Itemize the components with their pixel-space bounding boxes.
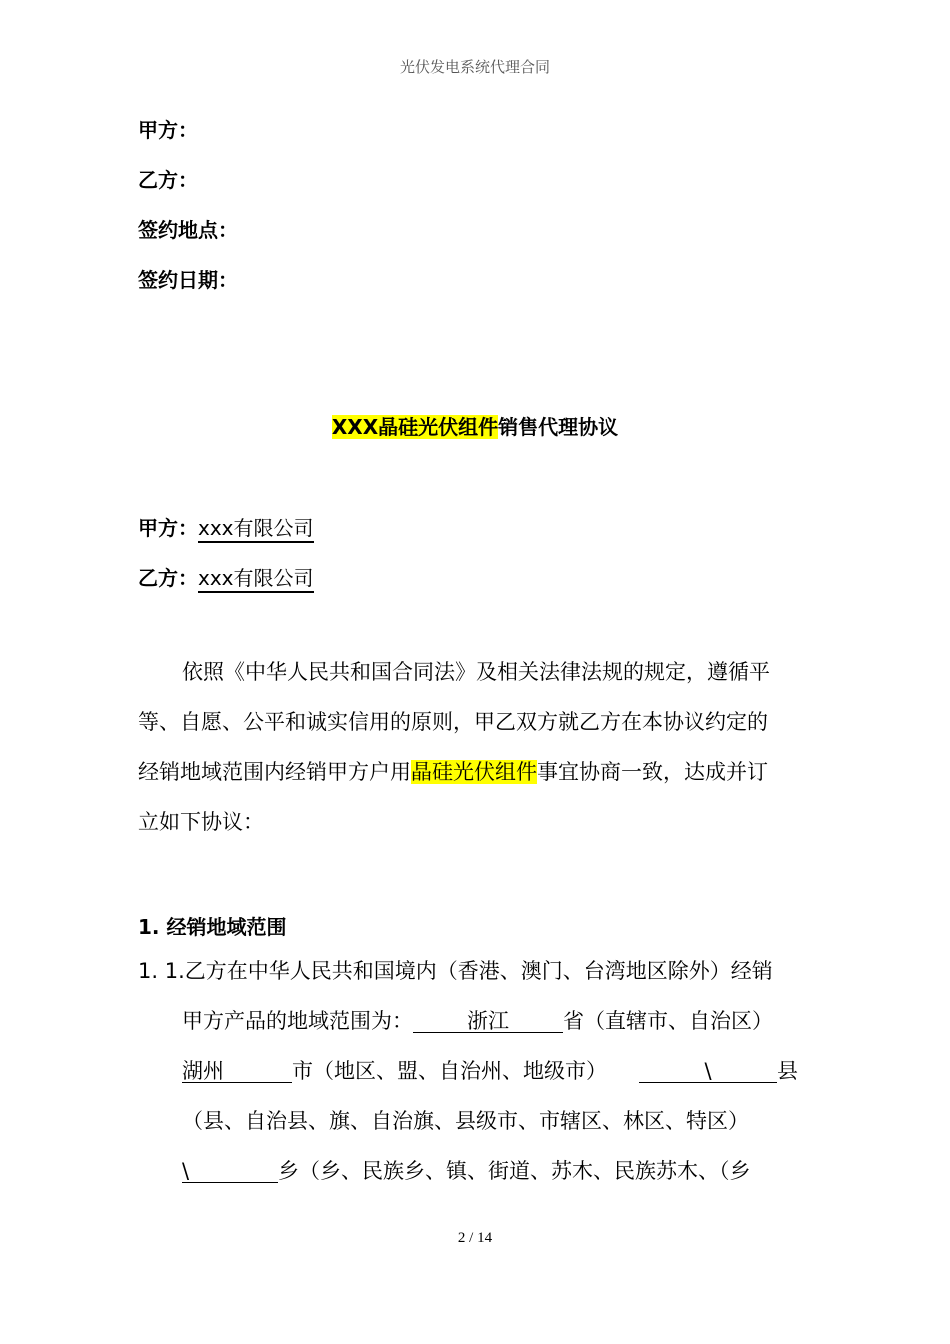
region-intro-text: 甲方产品的地域范围为： (182, 1009, 413, 1033)
county-field: \ (639, 1061, 777, 1083)
party-a-value: xxx有限公司 (198, 512, 314, 543)
clause-1-1-text: 乙方在中华人民共和国境内（香港、澳门、台湾地区除外）经销 (184, 959, 773, 983)
cover-party-a-label: 甲方： (138, 118, 198, 142)
page-header-title: 光伏发电系统代理合同 (399, 58, 550, 76)
party-a-line (138, 512, 314, 543)
contract-title-highlight: XXX晶硅光伏组件 (331, 415, 499, 439)
province-field: 浙江 (413, 1011, 563, 1033)
page-indicator: 2 / 14 (457, 1230, 493, 1246)
clause-1-1-line-5 (182, 1161, 751, 1183)
party-a-label: 甲方： (138, 516, 198, 540)
contract-title (0, 411, 950, 440)
party-b-line (138, 562, 314, 593)
township-field: \ (182, 1161, 278, 1183)
intro-line-3 (138, 762, 768, 783)
intro-line-3-post: 事宜协商一致，达成并订 (537, 760, 768, 784)
section-1-heading: 1. 经销地域范围 (138, 915, 287, 939)
clause-1-1-line-2 (182, 1011, 773, 1033)
clause-1-1-line-3 (182, 1061, 798, 1083)
cover-date-label: 签约日期： (138, 268, 238, 292)
cover-party-b-label: 乙方： (138, 168, 198, 192)
intro-line-2: 等、自愿、公平和诚实信用的原则，甲乙双方就乙方在本协议约定的 (138, 710, 768, 734)
clause-1-1-line-1 (138, 961, 773, 982)
province-suffix: 省（直辖市、自治区） (563, 1009, 773, 1033)
contract-title-rest: 销售代理协议 (498, 415, 619, 439)
intro-line-1: 依照《中华人民共和国合同法》及相关法律法规的规定，遵循平 (182, 660, 770, 684)
cover-location-label: 签约地点： (138, 218, 238, 242)
city-field: 湖州 (182, 1061, 292, 1083)
intro-line-3-highlight: 晶硅光伏组件 (411, 760, 537, 784)
intro-line-4: 立如下协议： (138, 810, 264, 834)
party-b-value: xxx有限公司 (198, 562, 314, 593)
party-b-label: 乙方： (138, 566, 198, 590)
county-suffix: 县 (777, 1059, 798, 1083)
intro-line-3-pre: 经销地域范围内经销甲方户用 (138, 760, 411, 784)
township-suffix: 乡（乡、民族乡、镇、街道、苏木、民族苏木、（乡 (278, 1159, 751, 1183)
city-suffix: 市（地区、盟、自治州、地级市） (292, 1059, 607, 1083)
clause-number: 1. 1. (138, 959, 185, 983)
clause-1-1-line-4: （县、自治县、旗、自治旗、县级市、市辖区、林区、特区） (182, 1109, 749, 1133)
